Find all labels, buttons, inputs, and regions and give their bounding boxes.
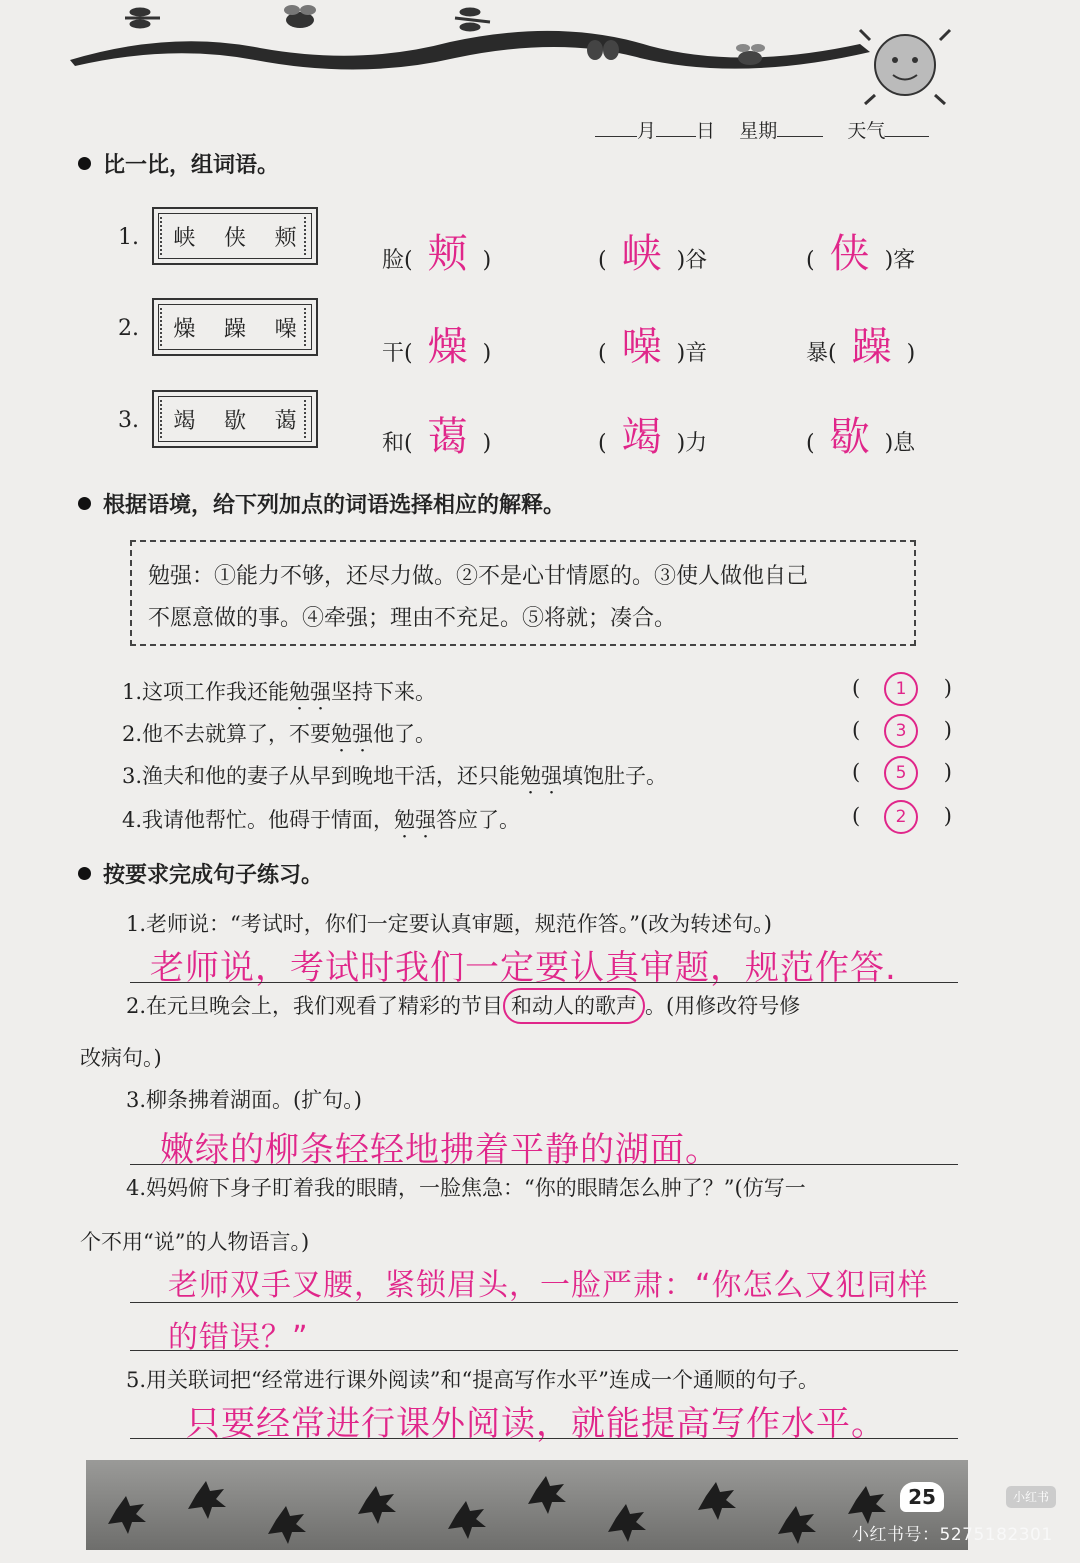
handwritten-answer: 只要经常进行课外阅读，就能提高写作水平。 <box>186 1404 886 1444</box>
handwritten-answer: 竭 <box>621 414 662 460</box>
answer-line <box>130 1350 958 1351</box>
task-prompt: 2.在元旦晚会上，我们观看了精彩的节目 和动人的歌声 。(用修改符号修 <box>126 990 800 1020</box>
fill-blank: 干( 燥 ) <box>382 315 491 372</box>
dragonfly-icon <box>125 8 160 28</box>
fill-blank: ( 竭 )力 <box>598 405 707 462</box>
answer-line <box>130 982 958 983</box>
item-number: 1. <box>118 225 139 250</box>
day-label: 日 <box>696 120 716 142</box>
xiaohongshu-logo: 小红书 <box>1006 1486 1056 1508</box>
watermark-text: 小红书号：5275182301 <box>852 1525 1053 1545</box>
handwritten-answer: 燥 <box>427 324 468 370</box>
answer-paren: ( ) <box>852 718 952 742</box>
page-number: 25 <box>900 1482 944 1512</box>
dragonfly-icon <box>455 8 490 31</box>
fill-blank: 和( 蔼 ) <box>382 405 491 462</box>
definition-line: 不愿意做的事。④牵强；理由不充足。⑤将就；凑合。 <box>148 606 677 631</box>
month-label: 月 <box>637 120 657 142</box>
footer-band <box>86 1460 968 1550</box>
definition-line: 勉强：①能力不够，还尽力做。②不是心甘情愿的。③使人做他自己 <box>148 564 809 589</box>
circled-answer: 1 <box>884 672 918 706</box>
task-prompt: 改病句。) <box>80 1046 162 1070</box>
answer-line <box>130 1302 958 1303</box>
handwritten-answer: 躁 <box>851 324 892 370</box>
item-number: 3. <box>118 408 139 433</box>
handwritten-answer: 老师说，考试时我们一定要认真审题，规范作答. <box>150 948 897 988</box>
question-row: 3.渔夫和他的妻子从早到晚地干活，还只能勉强填饱肚子。 <box>122 764 668 788</box>
task-prompt: 5.用关联词把“经常进行课外阅读”和“提高写作水平”连成一个通顺的句子。 <box>126 1368 819 1392</box>
answer-line <box>130 1438 958 1439</box>
handwritten-answer: 歇 <box>829 414 870 460</box>
handwritten-answer: 老师双手叉腰，紧锁眉头，一脸严肃：“你怎么又犯同样 <box>168 1268 929 1303</box>
char-compare-box: 峡 侠 颊 <box>152 207 318 265</box>
task-prompt: 4.妈妈俯下身子盯着我的眼睛，一脸焦急：“你的眼睛怎么肿了？”(仿写一 <box>126 1176 806 1200</box>
bullet-icon <box>78 497 91 510</box>
answer-paren: ( ) <box>852 760 952 784</box>
fill-blank: 暴( 躁 ) <box>806 315 915 372</box>
date-header <box>595 116 929 143</box>
leaf-pattern-decoration <box>86 1460 968 1550</box>
fill-blank: ( 侠 )客 <box>806 222 915 279</box>
handwritten-answer: 嫩绿的柳条轻轻地拂着平静的湖面。 <box>160 1130 720 1170</box>
char-compare-box: 竭 歇 蔼 <box>152 390 318 448</box>
circled-phrase: 和动人的歌声 <box>503 988 645 1024</box>
handwritten-answer: 峡 <box>621 231 662 277</box>
sun-icon <box>860 30 950 104</box>
section-1-title: 比一比，组词语。 <box>78 148 279 179</box>
weekday-label: 星期 <box>739 120 778 142</box>
question-row: 2.他不去就算了，不要勉强他了。 <box>122 722 437 746</box>
fill-blank: 脸( 颊 ) <box>382 222 491 279</box>
handwritten-answer: 蔼 <box>427 414 468 460</box>
item-number: 2. <box>118 316 139 341</box>
handwritten-answer: 的错误？” <box>168 1320 309 1355</box>
section-3-title: 按要求完成句子练习。 <box>78 858 323 889</box>
answer-paren: ( ) <box>852 676 952 700</box>
question-row: 1.这项工作我还能勉强坚持下来。 <box>122 680 437 704</box>
top-banner-decoration <box>0 0 1080 110</box>
bee-icon <box>284 5 316 28</box>
fill-blank: ( 峡 )谷 <box>598 222 707 279</box>
task-prompt: 1.老师说：“考试时，你们一定要认真审题，规范作答。”(改为转述句。) <box>126 912 772 936</box>
section-2-title: 根据语境，给下列加点的词语选择相应的解释。 <box>78 488 565 519</box>
bullet-icon <box>78 157 91 170</box>
circled-answer: 2 <box>884 800 918 834</box>
fill-blank: ( 噪 )音 <box>598 315 707 372</box>
task-prompt: 个不用“说”的人物语言。) <box>80 1230 310 1254</box>
question-row: 4.我请他帮忙。他碍于情面，勉强答应了。 <box>122 808 521 832</box>
circled-answer: 5 <box>884 756 918 790</box>
weather-label: 天气 <box>847 120 886 142</box>
answer-line <box>130 1164 958 1165</box>
bullet-icon <box>78 867 91 880</box>
fill-blank: ( 歇 )息 <box>806 405 915 462</box>
char-compare-box: 燥 躁 噪 <box>152 298 318 356</box>
handwritten-answer: 侠 <box>829 231 870 277</box>
circled-answer: 3 <box>884 714 918 748</box>
task-prompt: 3.柳条拂着湖面。(扩句。) <box>126 1088 362 1112</box>
handwritten-answer: 噪 <box>621 324 662 370</box>
handwritten-answer: 颊 <box>427 231 468 277</box>
definition-box <box>130 540 916 646</box>
answer-paren: ( ) <box>852 804 952 828</box>
